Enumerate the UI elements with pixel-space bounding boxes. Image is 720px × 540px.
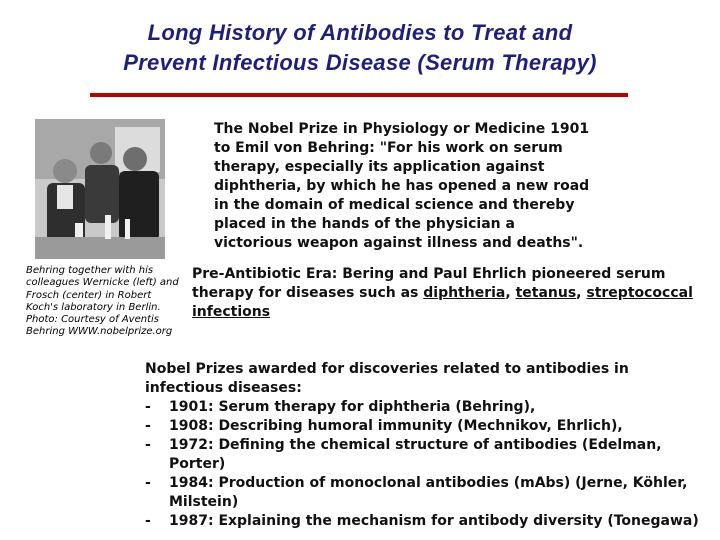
nobel-prizes-section — [145, 360, 705, 531]
list-item: - 1987: Explaining the mechanism for antibody diversity (Tonegawa) — [145, 513, 699, 529]
diphtheria-link[interactable]: diphtheria — [423, 285, 506, 301]
photo-caption: Behring together with his colleagues Wernicke (left) and Frosch (center) in Robert Koch's laboratory in Berlin. Photo: Courtesy of Aventis Behring WWW.nobelprize.org — [26, 265, 179, 338]
scientists-photo-icon — [35, 119, 165, 259]
pre-antibiotic-intro: Pre-Antibiotic Era: Bering and Paul Ehrlich pioneered serum therapy for diseases such as — [192, 266, 666, 301]
list-item: - 1901: Serum therapy for diphtheria (Behring), — [145, 399, 536, 415]
prizes-intro: Nobel Prizes awarded for discoveries related to antibodies in infectious diseases: — [145, 361, 629, 396]
title-line-1: Long History of Antibodies to Treat and — [147, 20, 573, 45]
slide-title — [0, 18, 720, 78]
list-item: - 1984: Production of monoclonal antibodies (mAbs) (Jerne, Köhler, Milstein) — [145, 475, 688, 510]
nobel-prize-quote: The Nobel Prize in Physiology or Medicine 1901 to Emil von Behring: "For his work on serum therapy, especially its application against diphtheria, by which he has opened a new road in the domain of medical science and thereby placed in the hands of the physician a victorious weapon against illness and deaths". — [214, 121, 590, 251]
tetanus-link[interactable]: tetanus — [515, 285, 577, 301]
historical-photo — [35, 119, 165, 259]
pre-antibiotic-era-text: Pre-Antibiotic Era: Bering and Paul Ehrlich pioneered serum therapy for diseases such as diphtheria, tetanus, streptococcal infections — [192, 266, 693, 320]
streptococcal-infections-link[interactable]: streptococcal infections — [192, 285, 693, 320]
prizes-list — [145, 398, 705, 531]
list-item: - 1908: Describing humoral immunity (Mechnikov, Ehrlich), — [145, 418, 623, 434]
title-divider — [90, 93, 628, 97]
title-line-2: Prevent Infectious Disease (Serum Therapy) — [123, 50, 597, 75]
list-item: - 1972: Defining the chemical structure of antibodies (Edelman, Porter) — [145, 437, 662, 472]
